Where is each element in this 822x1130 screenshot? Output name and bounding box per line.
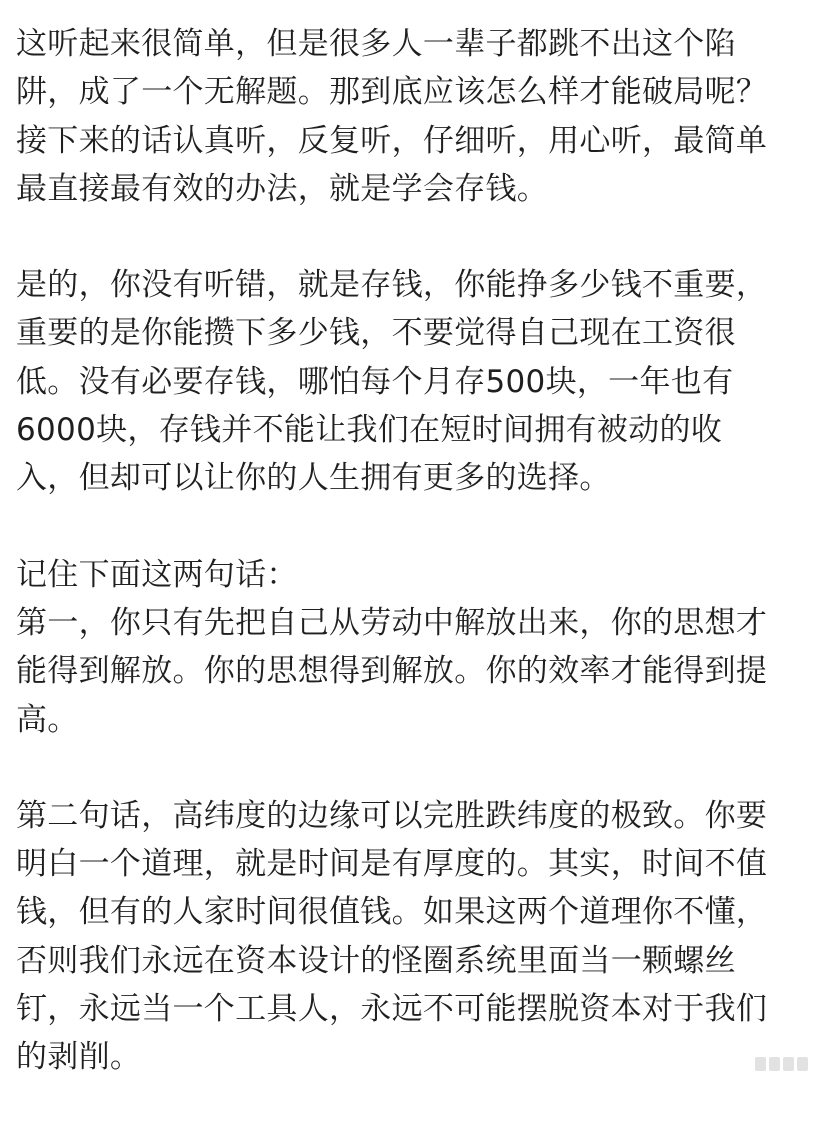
text-line: 阱，成了一个无解题。那到底应该怎么样才能破局呢？ bbox=[16, 74, 768, 111]
text-line: 高。 bbox=[16, 701, 79, 738]
text-line: 否则我们永远在资本设计的怪圈系统里面当一颗螺丝 bbox=[16, 942, 736, 979]
text-line: 入，但却可以让你的人生拥有更多的选择。 bbox=[16, 460, 611, 497]
paragraph-4 bbox=[16, 792, 808, 1082]
article-body bbox=[16, 20, 808, 1130]
watermark-mark bbox=[769, 1057, 780, 1071]
text-line: 第二句话，高纬度的边缘可以完胜跌纬度的极致。你要 bbox=[16, 797, 768, 834]
watermark-mark bbox=[797, 1057, 808, 1071]
paragraph-3 bbox=[16, 551, 808, 744]
text-line: 钱，但有的人家时间很值钱。如果这两个道理你不懂， bbox=[16, 894, 768, 931]
text-line: 钉，永远当一个工具人，永远不可能摆脱资本对于我们 bbox=[16, 991, 768, 1028]
text-line: 这听起来很简单，但是很多人一辈子都跳不出这个陷 bbox=[16, 26, 736, 62]
text-line: 能得到解放。你的思想得到解放。你的效率才能得到提 bbox=[16, 653, 768, 690]
text-line: 明白一个道理，就是时间是有厚度的。其实，时间不值 bbox=[16, 846, 768, 883]
text-line: 最直接最有效的办法，就是学会存钱。 bbox=[16, 170, 549, 207]
text-line: 重要的是你能攒下多少钱，不要觉得自己现在工资很 bbox=[16, 315, 736, 352]
text-line: 6000块，存钱并不能让我们在短时间拥有被动的收 bbox=[16, 412, 723, 449]
text-line: 第一，你只有先把自己从劳动中解放出来，你的思想才 bbox=[16, 604, 768, 641]
watermark bbox=[755, 1056, 808, 1072]
text-line: 是的，你没有听错，就是存钱，你能挣多少钱不重要， bbox=[16, 267, 768, 304]
text-line: 记住下面这两句话： bbox=[16, 556, 298, 593]
text-line: 接下来的话认真听，反复听，仔细听，用心听，最简单 bbox=[16, 122, 768, 159]
watermark-mark bbox=[755, 1057, 766, 1071]
text-line: 低。没有必要存钱，哪怕每个月存500块，一年也有 bbox=[16, 363, 734, 400]
text-line: 的剥削。 bbox=[16, 1039, 142, 1076]
watermark-mark bbox=[783, 1057, 794, 1071]
paragraph-1 bbox=[16, 20, 808, 213]
paragraph-2 bbox=[16, 261, 808, 502]
